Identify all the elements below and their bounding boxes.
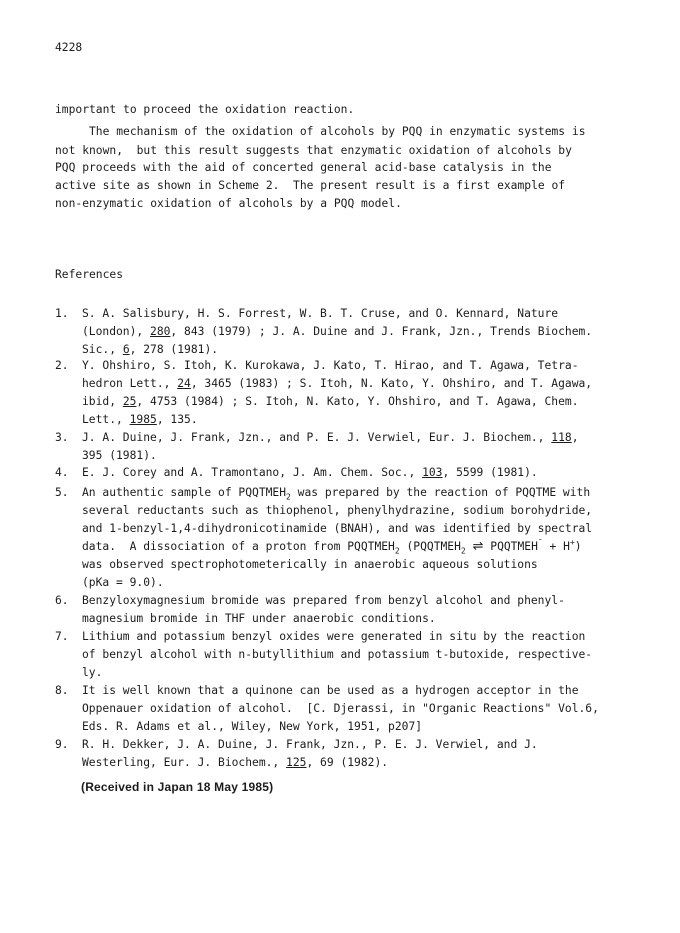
reference-line: Y. Ohshiro, S. Itoh, K. Kurokawa, J. Kato, T. Hirao, and T. Agawa, Tetra-: [82, 359, 579, 372]
subscript: 2: [460, 546, 466, 556]
reference-line: J. A. Duine, J. Frank, Jzn., and P. E. J. Verwiel, Eur. J. Biochem., 118,: [82, 431, 579, 444]
reference-line: hedron Lett., 24, 3465 (1983) ; S. Itoh, N. Kato, Y. Ohshiro, and T. Agawa,: [82, 377, 593, 390]
reference-number: 2.: [55, 359, 69, 372]
volume-number: 25: [122, 395, 137, 408]
subscript: 2: [394, 546, 400, 556]
body-line: PQQ proceeds with the aid of concerted general acid-base catalysis in the: [55, 161, 552, 174]
volume-number: 280: [150, 325, 171, 338]
reference-line: (pKa = 9.0).: [82, 576, 164, 589]
volume-number: 24: [177, 377, 191, 390]
reference-line: S. A. Salisbury, H. S. Forrest, W. B. T. Cruse, and O. Kennard, Nature: [82, 307, 559, 320]
reference-line: Lithium and potassium benzyl oxides were generated in situ by the reaction: [82, 630, 586, 643]
reference-line: Benzyloxymagnesium bromide was prepared from benzyl alcohol and phenyl-: [82, 594, 565, 607]
superscript: +: [569, 538, 575, 548]
reference-line: Lett., 1985, 135.: [82, 413, 198, 426]
reference-line: E. J. Corey and A. Tramontano, J. Am. Chem. Soc., 103, 5599 (1981).: [82, 466, 538, 479]
volume-number: 1985: [129, 413, 157, 426]
references-heading: References: [55, 268, 124, 281]
reference-line: and 1-benzyl-1,4-dihydronicotinamide (BNAH), and was identified by spectral: [82, 522, 593, 535]
volume-number: 118: [551, 431, 572, 444]
volume-number: 6: [122, 343, 130, 356]
volume-number: 125: [286, 756, 307, 769]
page-number: 4228: [55, 41, 83, 54]
reference-line: ibid, 25, 4753 (1984) ; S. Itoh, N. Kato, Y. Ohshiro, and T. Agawa, Chem.: [82, 395, 579, 408]
superscript: ¯: [537, 538, 543, 548]
received-date: (Received in Japan 18 May 1985): [81, 780, 274, 794]
reference-number: 1.: [55, 307, 69, 320]
body-line: important to proceed the oxidation reaction.: [55, 103, 355, 116]
reference-line: R. H. Dekker, J. A. Duine, J. Frank, Jzn., P. E. J. Verwiel, and J.: [82, 738, 538, 751]
reference-line: data. A dissociation of a proton from $PQQTMEH_2$ ($PQQTMEH_2$ ⇌ PQQTMEH¯ + H+): [82, 538, 582, 556]
reference-line: Oppenauer oxidation of alcohol. [C. Djerassi, in "Organic Reactions" Vol.6,: [82, 702, 599, 715]
body-line: not known, but this result suggests that enzymatic oxidation of alcohols by: [55, 144, 572, 157]
reference-line: of benzyl alcohol with n-butyllithium and potassium t-butoxide, respective-: [82, 648, 593, 661]
reference-line: ly.: [82, 666, 103, 679]
equilibrium-arrow-icon: ⇌: [472, 539, 484, 554]
reference-number: 3.: [55, 431, 69, 444]
reference-number: 7.: [55, 630, 69, 643]
reference-number: 9.: [55, 738, 69, 751]
reference-number: 6.: [55, 594, 69, 607]
reference-line: Westerling, Eur. J. Biochem., 125, 69 (1982).: [82, 756, 389, 769]
reference-line: It is well known that a quinone can be used as a hydrogen acceptor in the: [82, 684, 579, 697]
reference-line: magnesium bromide in THF under anaerobic conditions.: [82, 612, 436, 625]
reference-number: 4.: [55, 466, 69, 479]
reference-line: Eds. R. Adams et al., Wiley, New York, 1951, p207]: [82, 720, 423, 733]
body-line: The mechanism of the oxidation of alcohols by PQQ in enzymatic systems is: [55, 125, 586, 138]
subscript: 2: [286, 492, 291, 502]
volume-number: 103: [422, 466, 443, 479]
body-line: non-enzymatic oxidation of alcohols by a PQQ model.: [55, 197, 402, 210]
reference-number: 8.: [55, 684, 69, 697]
reference-line: (London), 280, 843 (1979) ; J. A. Duine and J. Frank, Jzn., Trends Biochem.: [82, 325, 593, 338]
reference-line: Sic., 6, 278 (1981).: [82, 343, 219, 356]
reference-line: several reductants such as thiophenol, phenylhydrazine, sodium borohydride,: [82, 504, 593, 517]
reference-line: An authentic sample of $PQQTMEH_2$ was prepared by the reaction of PQQTME with: [82, 486, 591, 502]
reference-line: was observed spectrophotometerically in anaerobic aqueous solutions: [82, 558, 538, 571]
body-line: active site as shown in Scheme 2. The present result is a first example of: [55, 179, 566, 192]
reference-number: 5.: [55, 486, 69, 499]
reference-line: 395 (1981).: [82, 449, 157, 462]
